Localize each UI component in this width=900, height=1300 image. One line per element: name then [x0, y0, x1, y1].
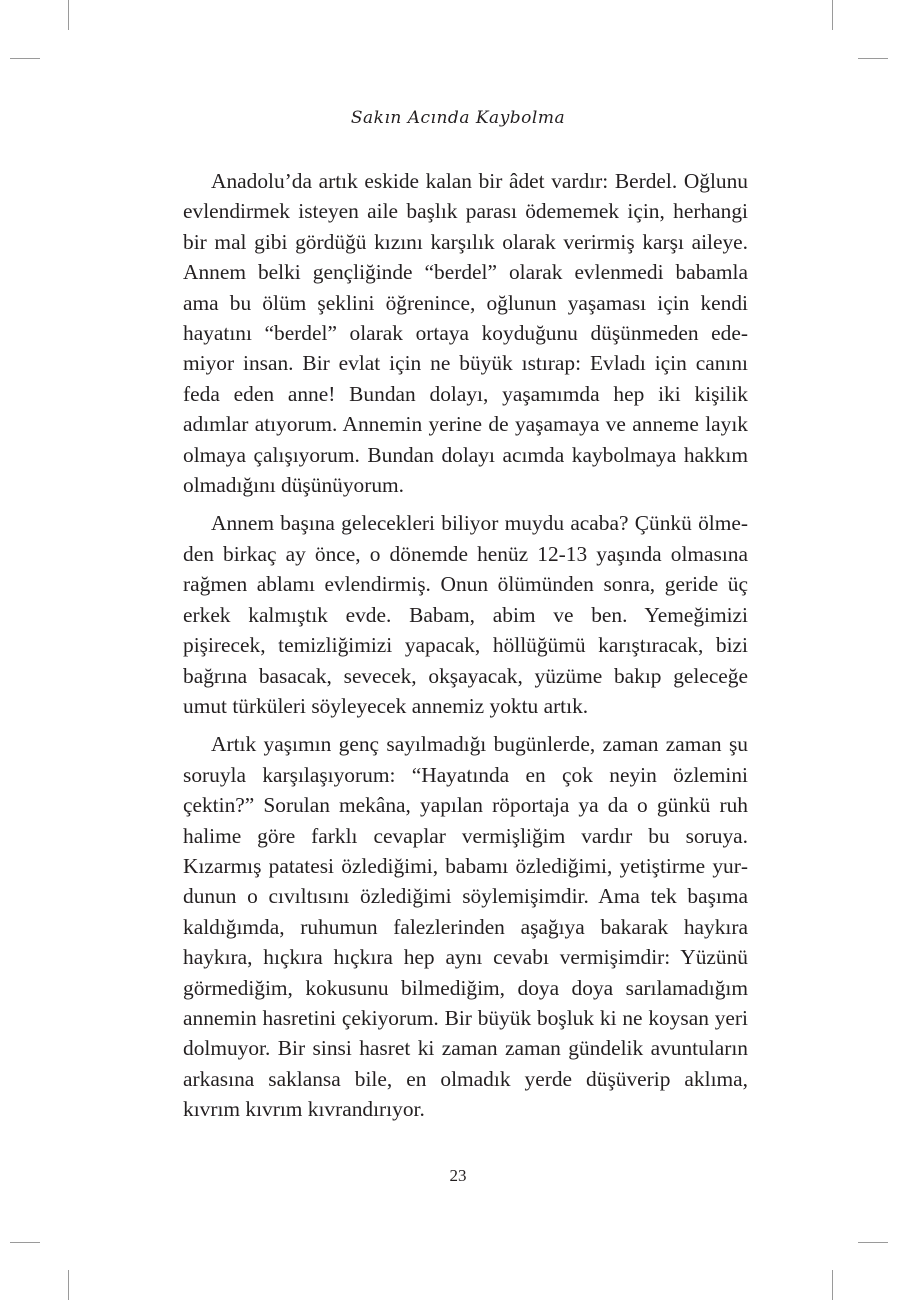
crop-mark-bottom-left-horizontal — [10, 1242, 40, 1243]
crop-mark-bottom-left — [68, 1270, 69, 1300]
running-head: Sakın Acında Kaybolma — [350, 108, 566, 128]
crop-mark-top-left — [68, 0, 69, 30]
crop-mark-top-left-horizontal — [10, 58, 40, 59]
paragraph-berdel: Anadolu’da artık eskide kalan bir âdet vardır: Berdel. Oğlunu evlendirmek isteyen aile başlık parası ödememek için, herhangi bir mal gibi gördüğü kızını karşılık olarak verirmiş karşı aileye. Annem belki gençliğinde “berdel” olarak evlenmedi babamla ama bu ölüm şeklini öğrenince, oğlunun yaşaması için kendi hayatını “berdel” olarak ortaya koyduğunu düşünmeden edemiyor insan. Bir evlat için ne büyük ıstırap: Evladı için canını feda eden anne! Bundan dolayı, yaşamımda hep iki kişilik adımlar atıyorum. Annemin yerine de yaşamaya ve anneme layık olmaya çalışıyorum. Bundan dolayı acımda kaybolmaya hakkım olmadığını düşünüyorum. — [183, 169, 748, 498]
paragraph-longing: Artık yaşımın genç sayılmadığı bugünlerde, zaman zaman şu soruyla karşılaşıyorum: “Hayatında en çok neyin özlemini çektin?” Sorulan mekâna, yapılan röportaja ya da o günkü ruh halime göre farklı cevaplar vermişliğim vardır bu soruya. Kızarmış patatesi özlediğimi, babamı özlediğimi, yetiştirme yurdunun o cıvıltısını özlediğimi söylemişimdir. Ama tek başıma kaldığımda, ruhumun falezlerinden aşağıya bakarak haykıra haykıra, hıçkıra hıçkıra hep aynı cevabı vermişimdir: Yüzünü görmediğim, kokusunu bilmediğim, doya doya sarılamadığım annemin hasretini çekiyorum. Bir büyük boşluk ki ne koysan yeri dolmuyor. Bir sinsi hasret ki zaman zaman gündelik avuntuların arkasına saklansa bile, en olmadık yerde düşüverip aklıma, kıvrım kıvrım kıvrandırıyor. — [183, 732, 748, 1122]
crop-mark-top-right-horizontal — [858, 58, 888, 59]
crop-mark-bottom-right — [832, 1270, 833, 1300]
page-number: 23 — [449, 1166, 467, 1185]
crop-mark-top-right — [832, 0, 833, 30]
body-text — [183, 166, 748, 1133]
paragraph-mother-knew: Annem başına gelecekleri biliyor muydu acaba? Çünkü ölmeden birkaç ay önce, o dönemde henüz 12-13 yaşında olmasına rağmen ablamı evlendirmiş. Onun ölümünden sonra, geride üç erkek kalmıştık evde. Babam, abim ve ben. Yemeğimizi pişirecek, temizliğimizi yapacak, höllüğümü karıştıracak, bizi bağrına basacak, sevecek, okşayacak, yüzüme bakıp geleceğe umut türküleri söyleyecek annemiz yoktu artık. — [183, 511, 748, 718]
crop-mark-bottom-right-horizontal — [858, 1242, 888, 1243]
